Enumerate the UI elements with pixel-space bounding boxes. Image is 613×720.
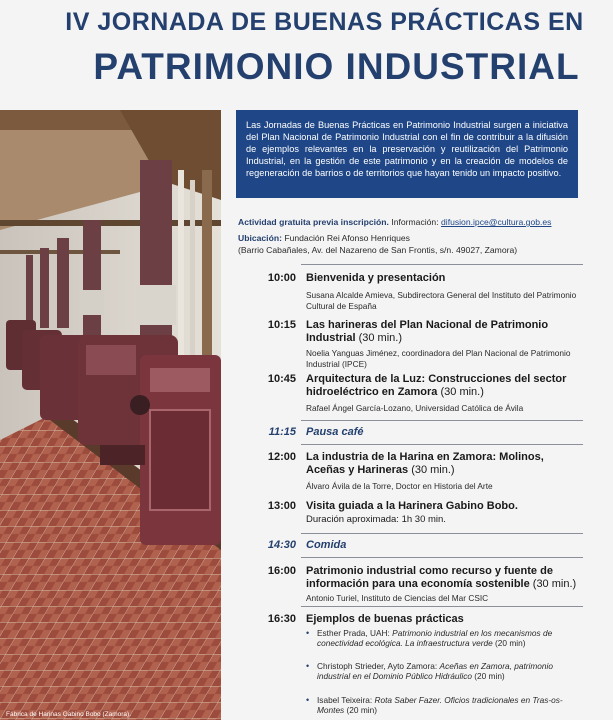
registration-line xyxy=(238,217,551,227)
location-line xyxy=(238,233,410,243)
program-time: 14:30 xyxy=(267,539,296,551)
info-label: Información: xyxy=(391,217,439,227)
program-title: Visita guiada a la Harinera Gabino Bobo. xyxy=(306,500,518,512)
photo-caption: Fábrica de Harinas Gabino Bobo (Zamora). xyxy=(6,711,132,718)
program-title: Ejemplos de buenas prácticas xyxy=(306,613,464,625)
program-speaker: Noelia Yanguas Jiménez, coordinadora del Plan Nacional de Patrimonio Industrial (IPCE) xyxy=(306,348,571,369)
location-value: Fundación Rei Afonso Henriques xyxy=(284,233,410,243)
program-title: Arquitectura de la Luz: Construcciones del sector hidroeléctrico en Zamora (30 min.) xyxy=(306,373,567,398)
program-time: 10:45 xyxy=(267,373,296,385)
program-speaker: Álvaro Ávila de la Torre, Doctor en Historia del Arte xyxy=(306,481,493,491)
program-time: 16:00 xyxy=(267,565,296,577)
factory-photo xyxy=(0,110,221,720)
program-title: Las harineras del Plan Nacional de Patrimonio Industrial (30 min.) xyxy=(306,319,549,344)
address-line: (Barrio Cabañales, Av. del Nazareno de San Frontis, s/n. 49027, Zamora) xyxy=(238,245,518,255)
program-title: Patrimonio industrial como recurso y fuente de información para una economía sostenible (30 min.) xyxy=(306,565,577,590)
program-time: 10:15 xyxy=(267,319,296,331)
program-title: Bienvenida y presentación xyxy=(306,272,446,284)
bullet-icon: • xyxy=(306,628,310,638)
separator xyxy=(301,420,583,421)
title-line-1: IV JORNADA DE BUENAS PRÁCTICAS EN xyxy=(65,8,584,36)
program-title: Pausa café xyxy=(306,426,364,438)
program-time: 13:00 xyxy=(267,500,296,512)
program-time: 12:00 xyxy=(267,451,296,463)
bullet-icon: • xyxy=(306,695,310,705)
separator xyxy=(301,264,583,265)
program-duration-note: Duración aproximada: 1h 30 min. xyxy=(306,514,446,525)
title-line-2: PATRIMONIO INDUSTRIAL xyxy=(93,46,580,87)
bullet-icon: • xyxy=(306,661,310,671)
program-speaker: Rafael Ángel García-Lozano, Universidad Católica de Ávila xyxy=(306,403,524,413)
location-label: Ubicación: xyxy=(238,233,282,243)
program-time: 11:15 xyxy=(268,426,296,438)
program-time: 16:30 xyxy=(267,613,296,625)
factory-illustration xyxy=(0,110,221,720)
intro-box: Las Jornadas de Buenas Prácticas en Patrimonio Industrial surgen a iniciativa del Plan Nacional de Patrimonio Industrial con el fin de contribuir a la difusión de ejemplos relevantes en la preservación y reutilización del Patrimonio Industrial, en la gestión de este patrimonio y en la creación de modelos de regeneración de barrios o de territorios que hayan tenido un impacto positivo. xyxy=(236,110,578,198)
free-activity-label: Actividad gratuita previa inscripción. xyxy=(238,217,389,227)
program-speaker: Susana Alcalde Amieva, Subdirectora General del Instituto del Patrimonio Cultural de España xyxy=(306,290,577,311)
separator xyxy=(301,557,583,558)
program-title: La industria de la Harina en Zamora: Molinos, Aceñas y Harineras (30 min.) xyxy=(306,451,544,476)
separator xyxy=(301,606,583,607)
program-title: Comida xyxy=(306,539,347,551)
email-link[interactable]: difusion.ipce@cultura.gob.es xyxy=(441,217,552,227)
program-time: 10:00 xyxy=(267,272,296,284)
separator xyxy=(301,444,583,445)
program-speaker: Antonio Turiel, Instituto de Ciencias del Mar CSIC xyxy=(306,593,489,603)
separator xyxy=(301,533,583,534)
